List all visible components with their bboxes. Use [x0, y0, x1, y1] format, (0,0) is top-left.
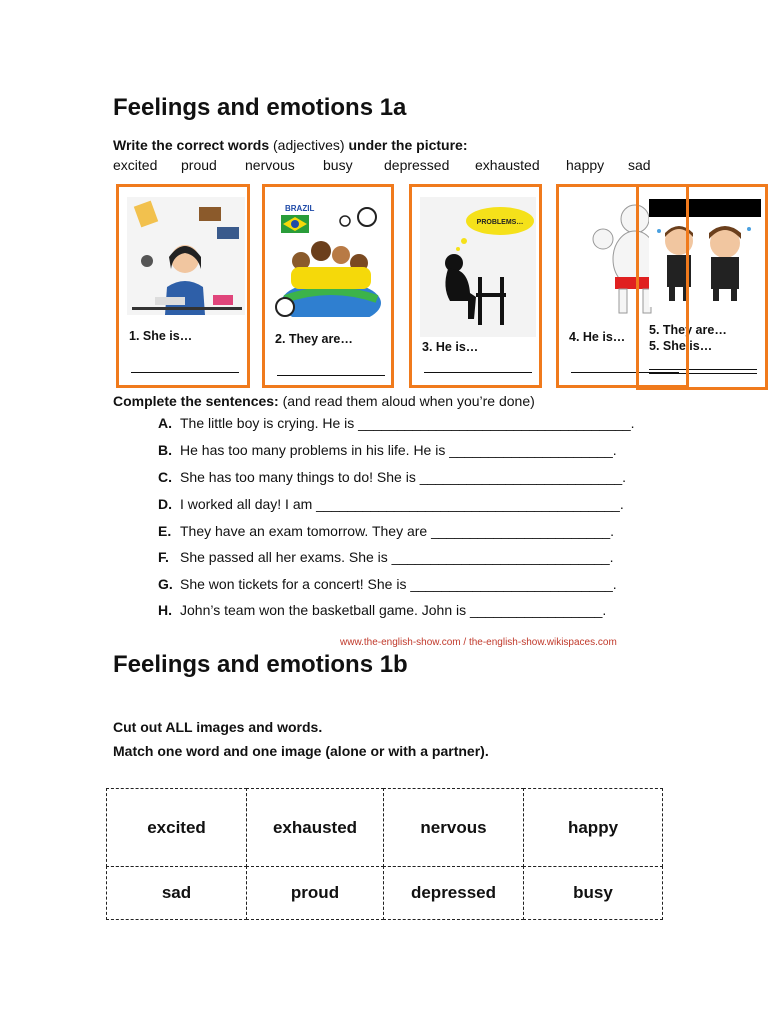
- picture-caption: 4. He is…: [569, 330, 626, 344]
- sheet2-title: Feelings and emotions 1b: [113, 651, 408, 678]
- sheet1-title: Feelings and emotions 1a: [113, 94, 407, 121]
- sentence-item: [158, 576, 617, 592]
- word-card[interactable]: proud: [246, 866, 384, 920]
- sheet1-instruction: [113, 137, 468, 153]
- sentence-letter: C.: [158, 469, 172, 485]
- complete-bold: Complete the sentences:: [113, 393, 279, 409]
- answer-line[interactable]: [424, 372, 532, 373]
- word-bank-item: sad: [628, 157, 651, 173]
- picture-card-2: [262, 184, 394, 388]
- word-bank-item: happy: [566, 157, 605, 173]
- word-card[interactable]: busy: [523, 866, 663, 920]
- source-url[interactable]: www.the-english-show.com / the-english-show.wikispaces.com: [340, 637, 617, 648]
- sentence-item: [158, 549, 614, 565]
- instruction-bold-1: Write the correct words: [113, 137, 270, 153]
- sentence-text: She won tickets for a concert! She is __________________________.: [180, 576, 617, 592]
- picture-caption: 5. She is…: [649, 339, 713, 353]
- word-bank-item: exhausted: [475, 157, 540, 173]
- word-card[interactable]: nervous: [383, 788, 524, 867]
- word-card[interactable]: excited: [106, 788, 247, 867]
- word-card[interactable]: depressed: [383, 866, 524, 920]
- sentence-letter: B.: [158, 442, 172, 458]
- sentence-letter: F.: [158, 549, 169, 565]
- word-bank-item: excited: [113, 157, 158, 173]
- sentence-letter: H.: [158, 602, 172, 618]
- picture-caption: 2. They are…: [275, 332, 353, 346]
- busy-woman-icon: [127, 197, 245, 315]
- sentence-item: [158, 602, 606, 618]
- sentence-item: [158, 469, 626, 485]
- sentence-text: He has too many problems in his life. He is _____________________.: [180, 442, 617, 458]
- brazil-label: BRAZIL: [285, 204, 315, 213]
- word-bank-item: busy: [323, 157, 353, 173]
- picture-card-5-back-frame: [686, 184, 768, 390]
- instruction-normal: (adjectives): [269, 137, 349, 153]
- word-bank-item: nervous: [245, 157, 295, 173]
- instruction-bold-2: under the picture:: [348, 137, 468, 153]
- sentence-text: They have an exam tomorrow. They are _______________________.: [180, 523, 615, 539]
- sentence-text: She has too many things to do! She is __________________________.: [180, 469, 627, 485]
- problems-bubble-text: PROBLEMS…: [476, 219, 524, 226]
- picture-card-3: [409, 184, 542, 388]
- cut-instruction: Cut out ALL images and words.: [113, 719, 323, 735]
- sentence-letter: G.: [158, 576, 173, 592]
- picture-caption-overlap: 5. They are…: [649, 323, 727, 337]
- picture-caption: 3. He is…: [422, 340, 479, 354]
- word-bank-item: depressed: [384, 157, 450, 173]
- word-card[interactable]: happy: [523, 788, 663, 867]
- sentence-letter: E.: [158, 523, 172, 539]
- sentence-item: [158, 496, 624, 512]
- sentence-item: [158, 442, 617, 458]
- sentence-letter: A.: [158, 415, 172, 431]
- complete-normal: (and read them aloud when you’re done): [278, 393, 535, 409]
- complete-instruction: [113, 393, 535, 409]
- sentence-letter: D.: [158, 496, 172, 512]
- sentence-item: [158, 523, 614, 539]
- word-card-grid: [106, 788, 663, 920]
- word-card[interactable]: exhausted: [246, 788, 384, 867]
- word-card[interactable]: sad: [106, 866, 247, 920]
- answer-line[interactable]: [277, 375, 385, 376]
- depressed-man-icon: [420, 197, 536, 337]
- sentence-item: [158, 415, 635, 431]
- brazil-fans-icon: [271, 199, 387, 317]
- sentence-text: John’s team won the basketball game. John is _________________.: [180, 602, 607, 618]
- match-instruction: Match one word and one image (alone or with a partner).: [113, 743, 489, 759]
- word-bank-item: proud: [181, 157, 217, 173]
- sentence-text: I worked all day! I am _______________________________________.: [180, 496, 624, 512]
- picture-caption: 1. She is…: [129, 329, 193, 343]
- sentence-text: She passed all her exams. She is ____________________________.: [180, 549, 614, 565]
- picture-card-1: [116, 184, 250, 388]
- sentence-text: The little boy is crying. He is ___________________________________.: [180, 415, 635, 431]
- answer-line[interactable]: [131, 372, 239, 373]
